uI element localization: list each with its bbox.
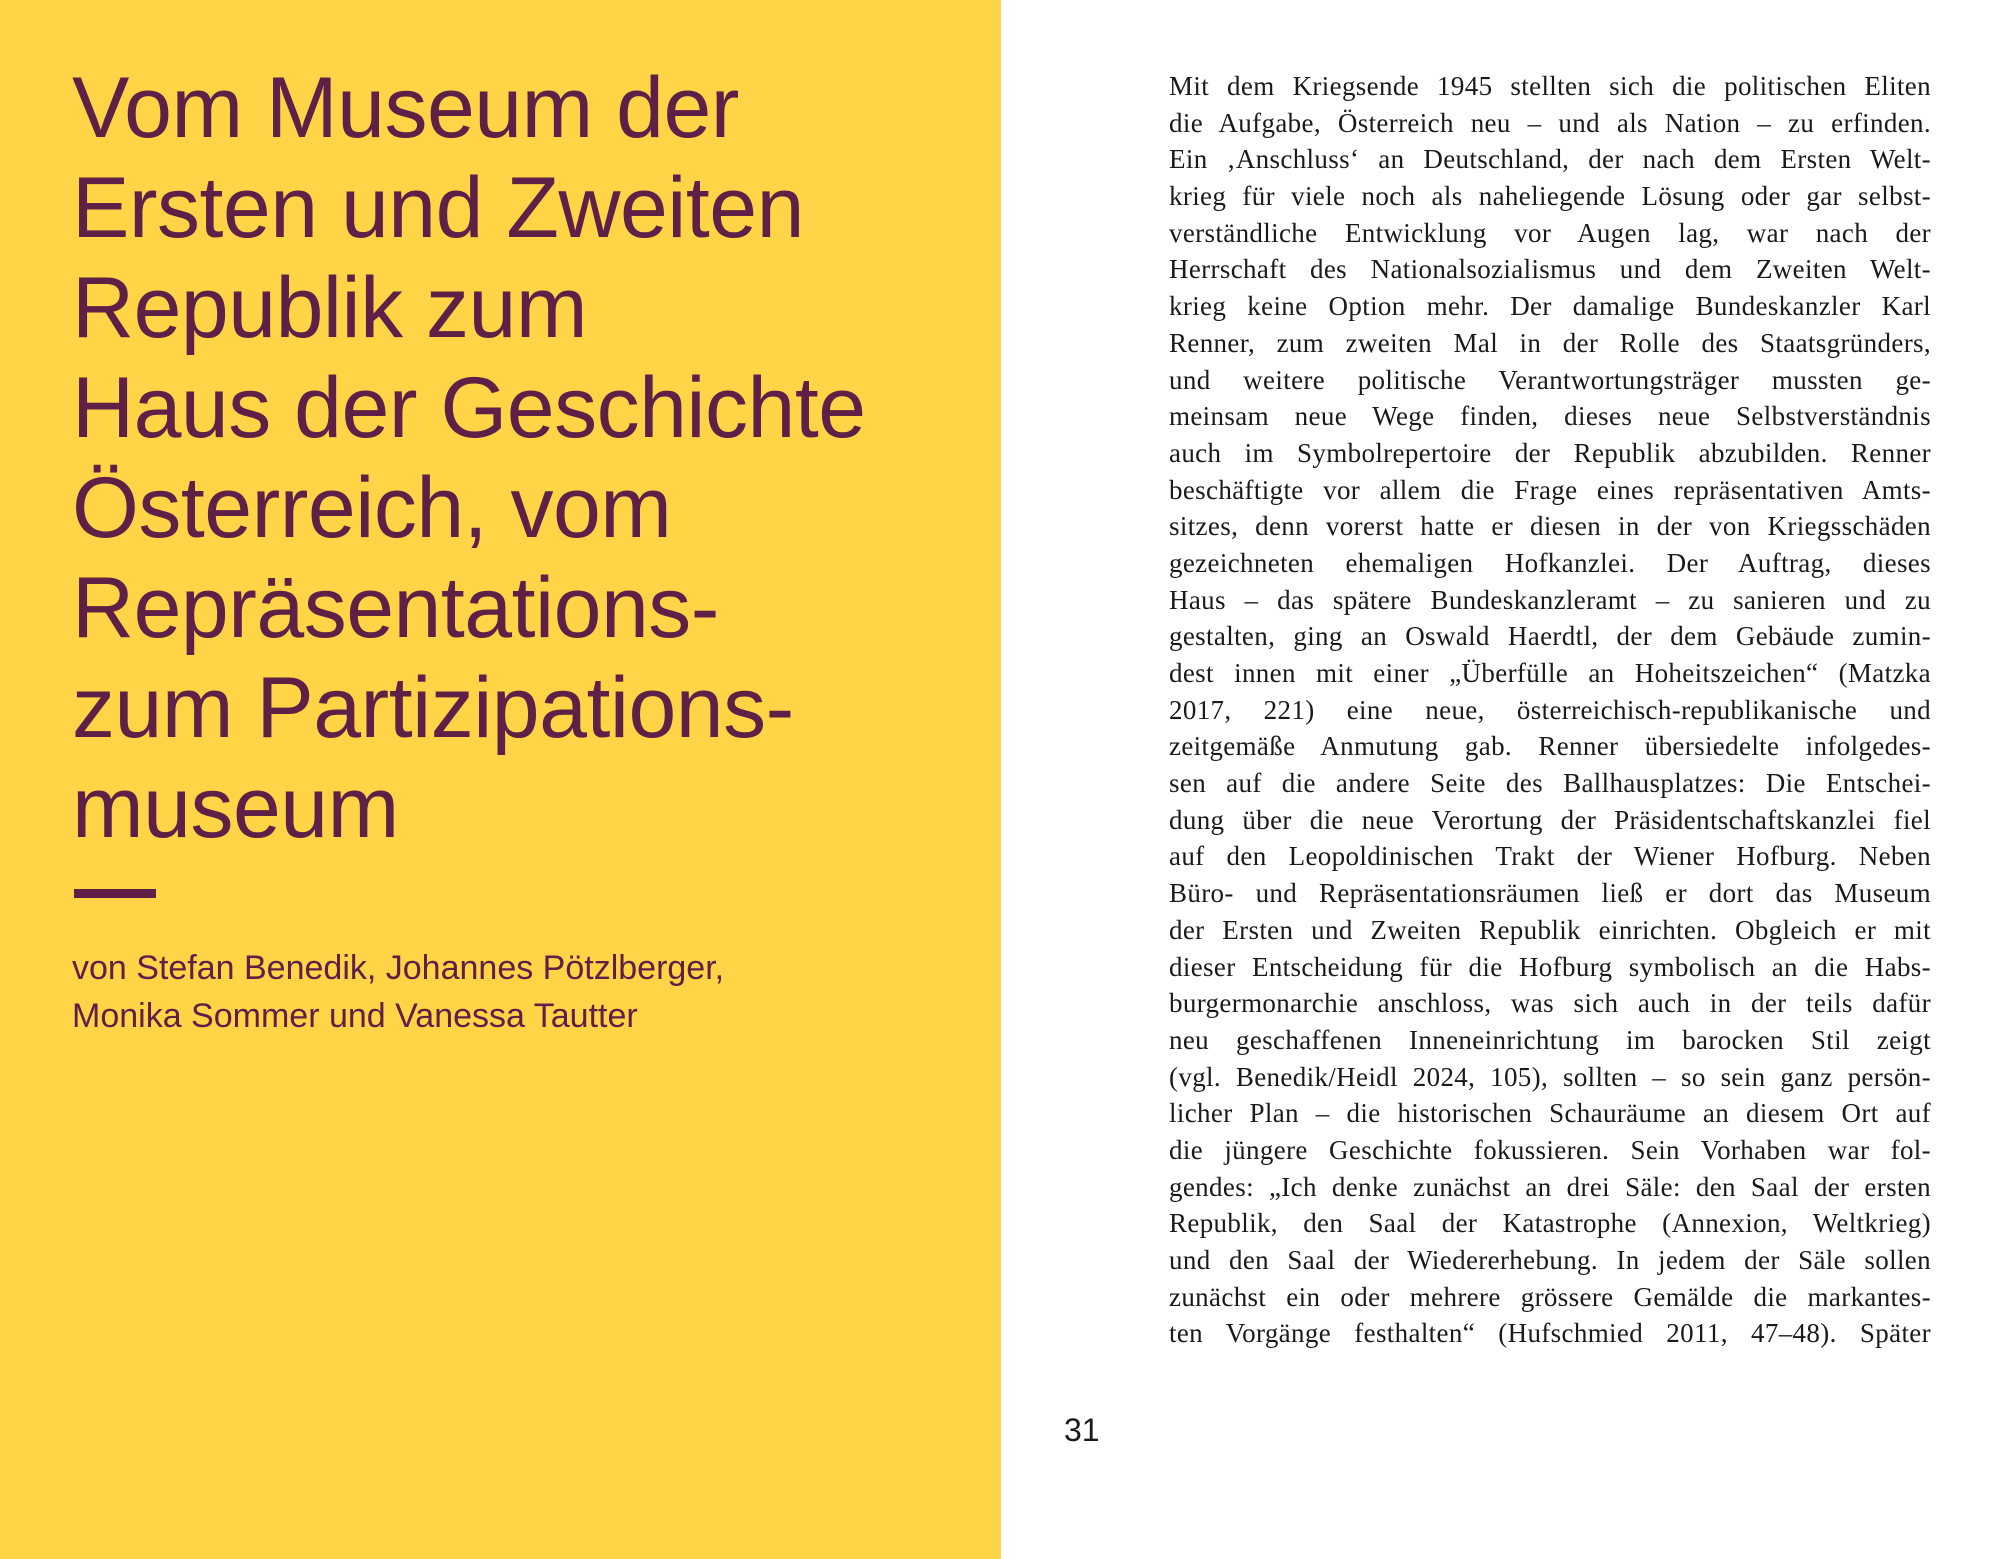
authors-line: Monika Sommer und Vanessa Tautter: [72, 997, 638, 1035]
body-line: beschäftigte vor allem die Frage eines repräsentativen Amts-: [1169, 474, 1931, 505]
body-line: Herrschaft des Nationalsozialismus und dem Zweiten Welt-: [1169, 254, 1931, 285]
body-line: licher Plan – die historischen Schauräume an diesem Ort auf: [1169, 1098, 1931, 1129]
body-line: die jüngere Geschichte fokussieren. Sein Vorhaben war fol-: [1169, 1134, 1931, 1165]
body-line: auch im Symbolrepertoire der Republik abzubilden. Renner: [1169, 437, 1931, 468]
body-line: Republik, den Saal der Katastrophe (Annexion, Weltkrieg): [1169, 1208, 1931, 1239]
body-line: burgermonarchie anschloss, was sich auch in der teils dafür: [1169, 988, 1931, 1019]
body-line: Büro- und Repräsentationsräumen ließ er dort das Museum: [1169, 878, 1931, 909]
title-line: Repräsentations-: [72, 560, 719, 656]
title-divider: [74, 889, 156, 898]
authors-line: von Stefan Benedik, Johannes Pötzlberger,: [72, 949, 725, 987]
body-line: ten Vorgänge festhalten“ (Hufschmied 2011, 47–48). Später: [1169, 1318, 1931, 1349]
body-line: gendes: „Ich denke zunächst an drei Säle: den Saal der ersten: [1169, 1171, 1931, 1202]
body-line: Renner, zum zweiten Mal in der Rolle des Staatsgründers,: [1169, 327, 1931, 358]
title-line: Haus der Geschichte: [72, 360, 866, 456]
body-line: Mit dem Kriegsende 1945 stellten sich die politischen Eliten: [1169, 71, 1931, 101]
chapter-title: [72, 58, 972, 858]
body-line: gestalten, ging an Oswald Haerdtl, der dem Gebäude zumin-: [1169, 621, 1931, 652]
body-line: dest innen mit einer „Überfülle an Hoheitszeichen“ (Matzka: [1169, 658, 1931, 688]
title-line: museum: [72, 760, 399, 856]
body-line: (vgl. Benedik/Heidl 2024, 105), sollten – so sein ganz persön-: [1169, 1061, 1931, 1092]
body-line: zunächst ein oder mehrere grössere Gemälde die markantes-: [1169, 1281, 1931, 1312]
body-line: zeitgemäße Anmutung gab. Renner übersiedelte infolgedes-: [1169, 731, 1931, 762]
body-line: Haus – das spätere Bundeskanzleramt – zu sanieren und zu: [1169, 584, 1931, 615]
body-line: sen auf die andere Seite des Ballhausplatzes: Die Entschei-: [1169, 768, 1931, 799]
body-line: dieser Entscheidung für die Hofburg symbolisch an die Habs-: [1169, 951, 1931, 982]
body-line: die Aufgabe, Österreich neu – und als Nation – zu erfinden.: [1169, 107, 1931, 138]
body-line: neu geschaffenen Inneneinrichtung im barocken Stil zeigt: [1169, 1024, 1931, 1055]
body-line: sitzes, denn vorerst hatte er diesen in der von Kriegsschäden: [1169, 511, 1931, 542]
body-line: krieg keine Option mehr. Der damalige Bundeskanzler Karl: [1169, 291, 1931, 322]
title-line: zum Partizipations-: [72, 660, 794, 756]
page-number: 31: [1064, 1412, 1100, 1448]
body-line: dung über die neue Verortung der Präsidentschaftskanzlei fiel: [1169, 804, 1931, 835]
body-line: gezeichneten ehemaligen Hofkanzlei. Der Auftrag, dieses: [1169, 547, 1931, 578]
body-line: verständliche Entwicklung vor Augen lag, war nach der: [1169, 217, 1931, 248]
body-line: der Ersten und Zweiten Republik einrichten. Obgleich er mit: [1169, 914, 1931, 945]
title-line: Österreich, vom: [72, 460, 672, 556]
body-line: krieg für viele noch als naheliegende Lösung oder gar selbst-: [1169, 181, 1931, 212]
body-line: Ein ‚Anschluss‘ an Deutschland, der nach dem Ersten Welt-: [1169, 144, 1931, 175]
body-line: und den Saal der Wiedererhebung. In jedem der Säle sollen: [1169, 1245, 1931, 1275]
title-line: Ersten und Zweiten: [72, 160, 804, 256]
body-line: auf den Leopoldinischen Trakt der Wiener Hofburg. Neben: [1169, 841, 1931, 872]
body-line: 2017, 221) eine neue, österreichisch-republikanische und: [1169, 694, 1931, 725]
title-line: Vom Museum der: [72, 60, 739, 156]
title-line: Republik zum: [72, 260, 587, 356]
body-line: meinsam neue Wege finden, dieses neue Selbstverständnis: [1169, 401, 1931, 432]
body-text: [1169, 68, 1931, 1352]
body-line: und weitere politische Verantwortungsträger mussten ge-: [1169, 364, 1931, 395]
authors: [72, 944, 952, 1040]
